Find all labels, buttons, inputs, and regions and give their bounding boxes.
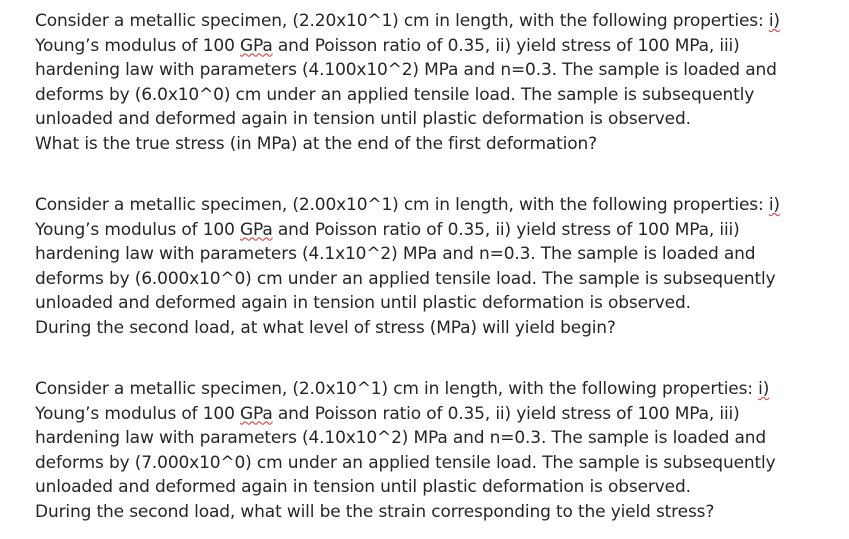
problem-line: deforms by (6.0x10^0) cm under an applied tensile load. The sample is subsequently [35,84,755,105]
spellcheck-flagged-word[interactable]: i) [768,11,780,31]
problem-line: Consider a metallic specimen, (2.20x10^1) cm in length, with the following properties: i) [35,11,780,31]
problem-question: During the second load, what will be the strain corresponding to the yield stress? [35,501,715,522]
spellcheck-flagged-word[interactable]: i) [768,195,780,215]
problem-line: hardening law with parameters (4.1x10^2) MPa and n=0.3. The sample is loaded and [35,244,756,264]
problem-2 [35,193,835,340]
spellcheck-flagged-word[interactable]: i) [758,379,770,399]
problem-line: hardening law with parameters (4.100x10^2) MPa and n=0.3. The sample is loaded and [35,60,777,80]
problem-question: What is the true stress (in MPa) at the end of the first deformation? [35,133,597,154]
problem-line: unloaded and deformed again in tension until plastic deformation is observed. [35,109,691,129]
problem-line: Young’s modulus of 100 GPa and Poisson ratio of 0.35, ii) yield stress of 100 MPa, iii) [35,403,740,424]
document-body [35,9,835,524]
problem-line: deforms by (6.000x10^0) cm under an applied tensile load. The sample is subsequently [35,268,776,289]
problem-line: Consider a metallic specimen, (2.0x10^1) cm in length, with the following properties: i) [35,379,770,399]
problem-line: Consider a metallic specimen, (2.00x10^1) cm in length, with the following properties: i) [35,195,780,215]
problem-3 [35,377,835,524]
spellcheck-flagged-word[interactable]: GPa [240,35,273,56]
problem-question: During the second load, at what level of stress (MPa) will yield begin? [35,317,616,338]
problem-line: hardening law with parameters (4.10x10^2) MPa and n=0.3. The sample is loaded and [35,428,767,448]
problem-line: deforms by (7.000x10^0) cm under an applied tensile load. The sample is subsequently [35,452,776,473]
problem-line: unloaded and deformed again in tension until plastic deformation is observed. [35,293,691,313]
spellcheck-flagged-word[interactable]: GPa [240,219,273,240]
problem-line: unloaded and deformed again in tension until plastic deformation is observed. [35,477,691,497]
problem-line: Young’s modulus of 100 GPa and Poisson ratio of 0.35, ii) yield stress of 100 MPa, iii) [35,219,740,240]
problem-1 [35,9,835,156]
problem-line: Young’s modulus of 100 GPa and Poisson ratio of 0.35, ii) yield stress of 100 MPa, iii) [35,35,740,56]
spellcheck-flagged-word[interactable]: GPa [240,403,273,424]
